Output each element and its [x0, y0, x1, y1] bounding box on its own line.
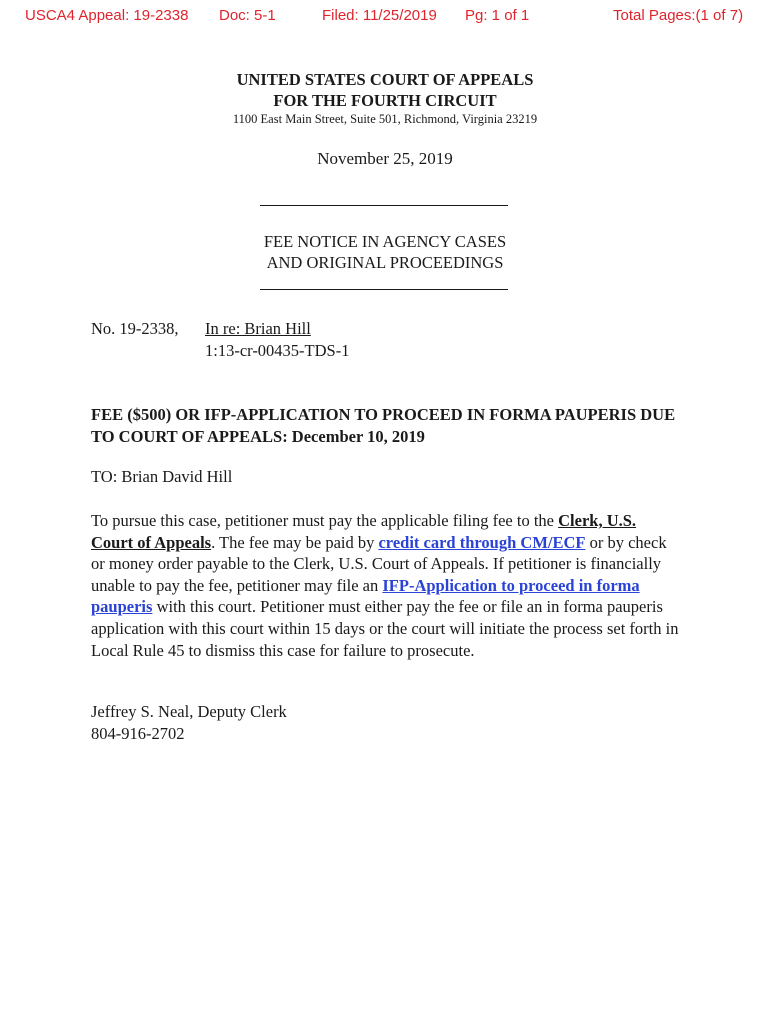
- signature-phone: 804-916-2702: [91, 723, 185, 743]
- body-text-part3: or by check or money order payable to the Clerk, U.S. Court of Appeals. If petitioner is financially unable to pay the fee, petitioner may file an: [91, 532, 667, 595]
- clerk-court-link: Clerk, U.S. Court of Appeals: [91, 511, 637, 552]
- notice-title-line2: AND ORIGINAL PROCEEDINGS: [266, 253, 504, 272]
- credit-card-cmecf-link[interactable]: credit card through CM/ECF: [378, 532, 586, 552]
- notice-title-line1: FEE NOTICE IN AGENCY CASES: [263, 232, 507, 251]
- header-filed-date: Filed: 11/25/2019: [322, 7, 437, 24]
- header-case-number: USCA4 Appeal: 19-2338: [25, 7, 189, 24]
- filing-header: [0, 7, 770, 31]
- case-caption-text: In re: Brian Hill: [205, 319, 311, 338]
- case-number: No. 19-2338,: [91, 319, 179, 338]
- court-address: 1100 East Main Street, Suite 501, Richmond, Virginia 23219: [232, 112, 538, 126]
- ifp-application-link[interactable]: IFP-Application to proceed in forma pauperis: [91, 575, 640, 617]
- signature-name: Jeffrey S. Neal, Deputy Clerk: [91, 702, 287, 721]
- body-text-part2: . The fee may be paid by: [211, 532, 379, 552]
- header-total-pages: Total Pages:(1 of 7): [613, 7, 744, 24]
- header-doc-number: Doc: 5-1: [219, 7, 276, 24]
- fee-heading: FEE ($500) OR IFP-APPLICATION TO PROCEED IN FORMA PAUPERIS DUE TO COURT OF APPEALS: December 10, 2019: [91, 405, 676, 446]
- court-name-line1: UNITED STATES COURT OF APPEALS: [236, 70, 534, 89]
- divider-bottom: [260, 289, 508, 290]
- body-text-part1: To pursue this case, petitioner must pay the applicable filing fee to the: [91, 511, 559, 530]
- notice-body: [91, 510, 681, 661]
- case-caption: [205, 318, 311, 340]
- signature-block: [91, 701, 287, 744]
- court-name-line2: FOR THE FOURTH CIRCUIT: [273, 91, 497, 110]
- divider-top: [260, 205, 508, 206]
- body-text-part4: with this court. Petitioner must either pay the fee or file an in forma pauperis application with this court within 15 days or the court will initiate the process set forth in Local Rule 45 to dismiss this case for failure to prosecute.: [91, 597, 679, 660]
- header-page-count: Pg: 1 of 1: [465, 7, 530, 24]
- lower-court-number: 1:13-cr-00435-TDS-1: [205, 341, 350, 360]
- notice-date: November 25, 2019: [317, 149, 453, 168]
- recipient-line: TO: Brian David Hill: [91, 467, 233, 486]
